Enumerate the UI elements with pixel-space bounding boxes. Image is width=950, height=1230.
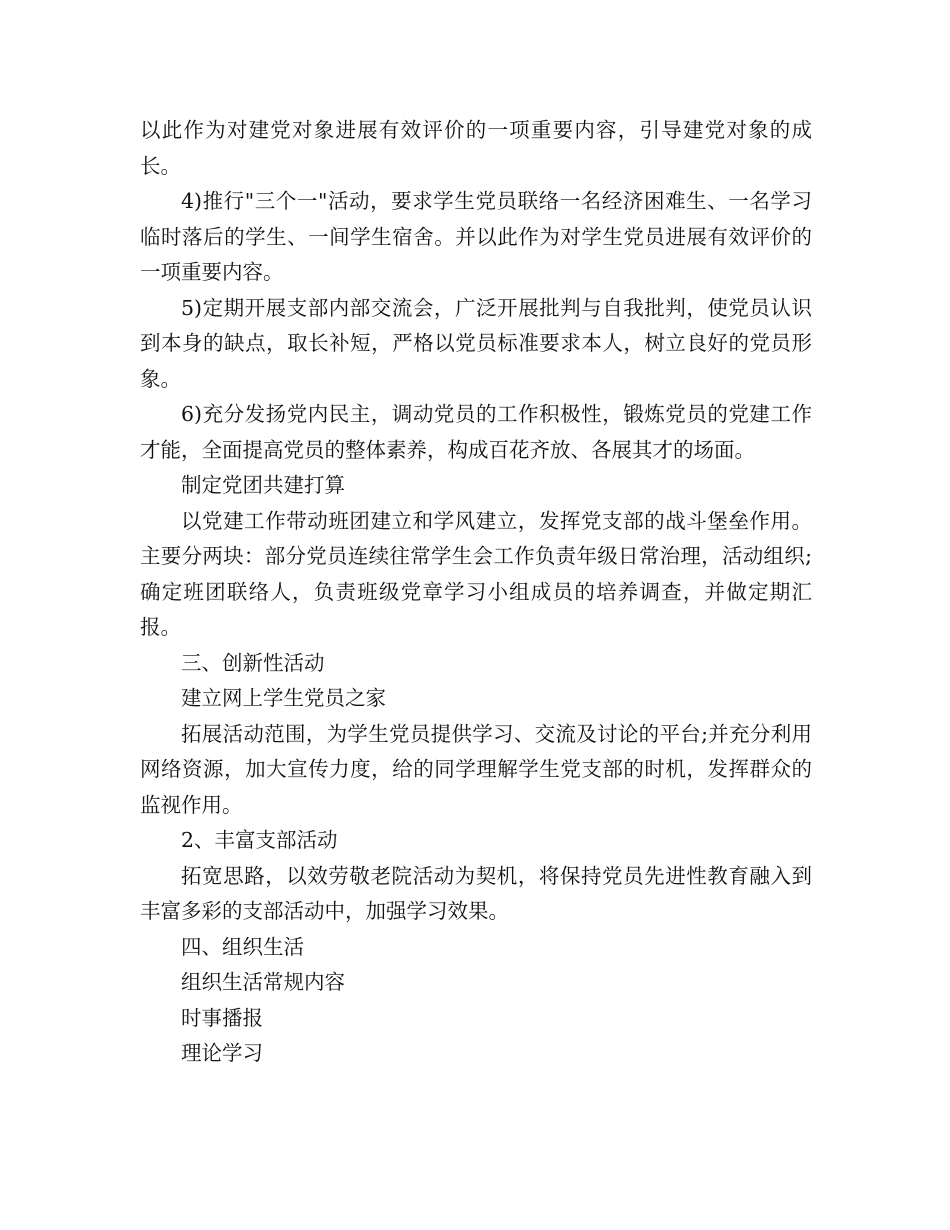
section-heading-party-league-plan: 制定党团共建打算 <box>181 473 345 497</box>
paragraph-item-6: 6)充分发扬党内民主，调动党员的工作积极性，锻炼党员的党建工作才能，全面提高党员的整体素养，构成百花齐放、各展其才的场面。 <box>140 402 812 462</box>
paragraph-item-5: 5)定期开展支部内部交流会，广泛开展批判与自我批判，使党员认识到本身的缺点，取长补短，严格以党员标准要求本人，树立良好的党员形象。 <box>140 295 812 391</box>
paragraph-continuation: 以此作为对建党对象进展有效评价的一项重要内容，引导建党对象的成长。 <box>140 118 812 178</box>
paragraph-item-4: 4)推行"三个一"活动，要求学生党员联络一名经济困难生、一名学习临时落后的学生、一间学生宿舍。并以此作为对学生党员进展有效评价的一项重要内容。 <box>140 189 812 284</box>
subheading-online-home: 建立网上学生党员之家 <box>181 686 386 710</box>
paragraph-online-home: 拓展活动范围，为学生党员提供学习、交流及讨论的平台;并充分利用网络资源，加大宣传力度，给的同学理解学生党支部的时机，发挥群众的监视作用。 <box>140 721 812 817</box>
paragraph-party-league-plan: 以党建工作带动班团建立和学风建立，发挥党支部的战斗堡垒作用。主要分两块：部分党员连续往常学生会工作负责年级日常治理，活动组织;确定班团联络人，负责班级党章学习小组成员的培养调查，并做定期汇报。 <box>140 508 812 639</box>
document-body <box>140 113 812 1072</box>
paragraph-enrich-activities: 拓宽思路，以效劳敬老院活动为契机，将保持党员先进性教育融入到丰富多彩的支部活动中，加强学习效果。 <box>140 863 812 923</box>
list-item-theory-study: 理论学习 <box>181 1041 263 1065</box>
subheading-routine-content: 组织生活常规内容 <box>181 970 345 994</box>
section-heading-organizational-life: 四、组织生活 <box>181 934 304 959</box>
list-item-current-affairs: 时事播报 <box>181 1005 263 1030</box>
subheading-enrich-activities: 2、丰富支部活动 <box>181 828 338 852</box>
section-heading-innovative-activities: 三、创新性活动 <box>181 650 325 675</box>
